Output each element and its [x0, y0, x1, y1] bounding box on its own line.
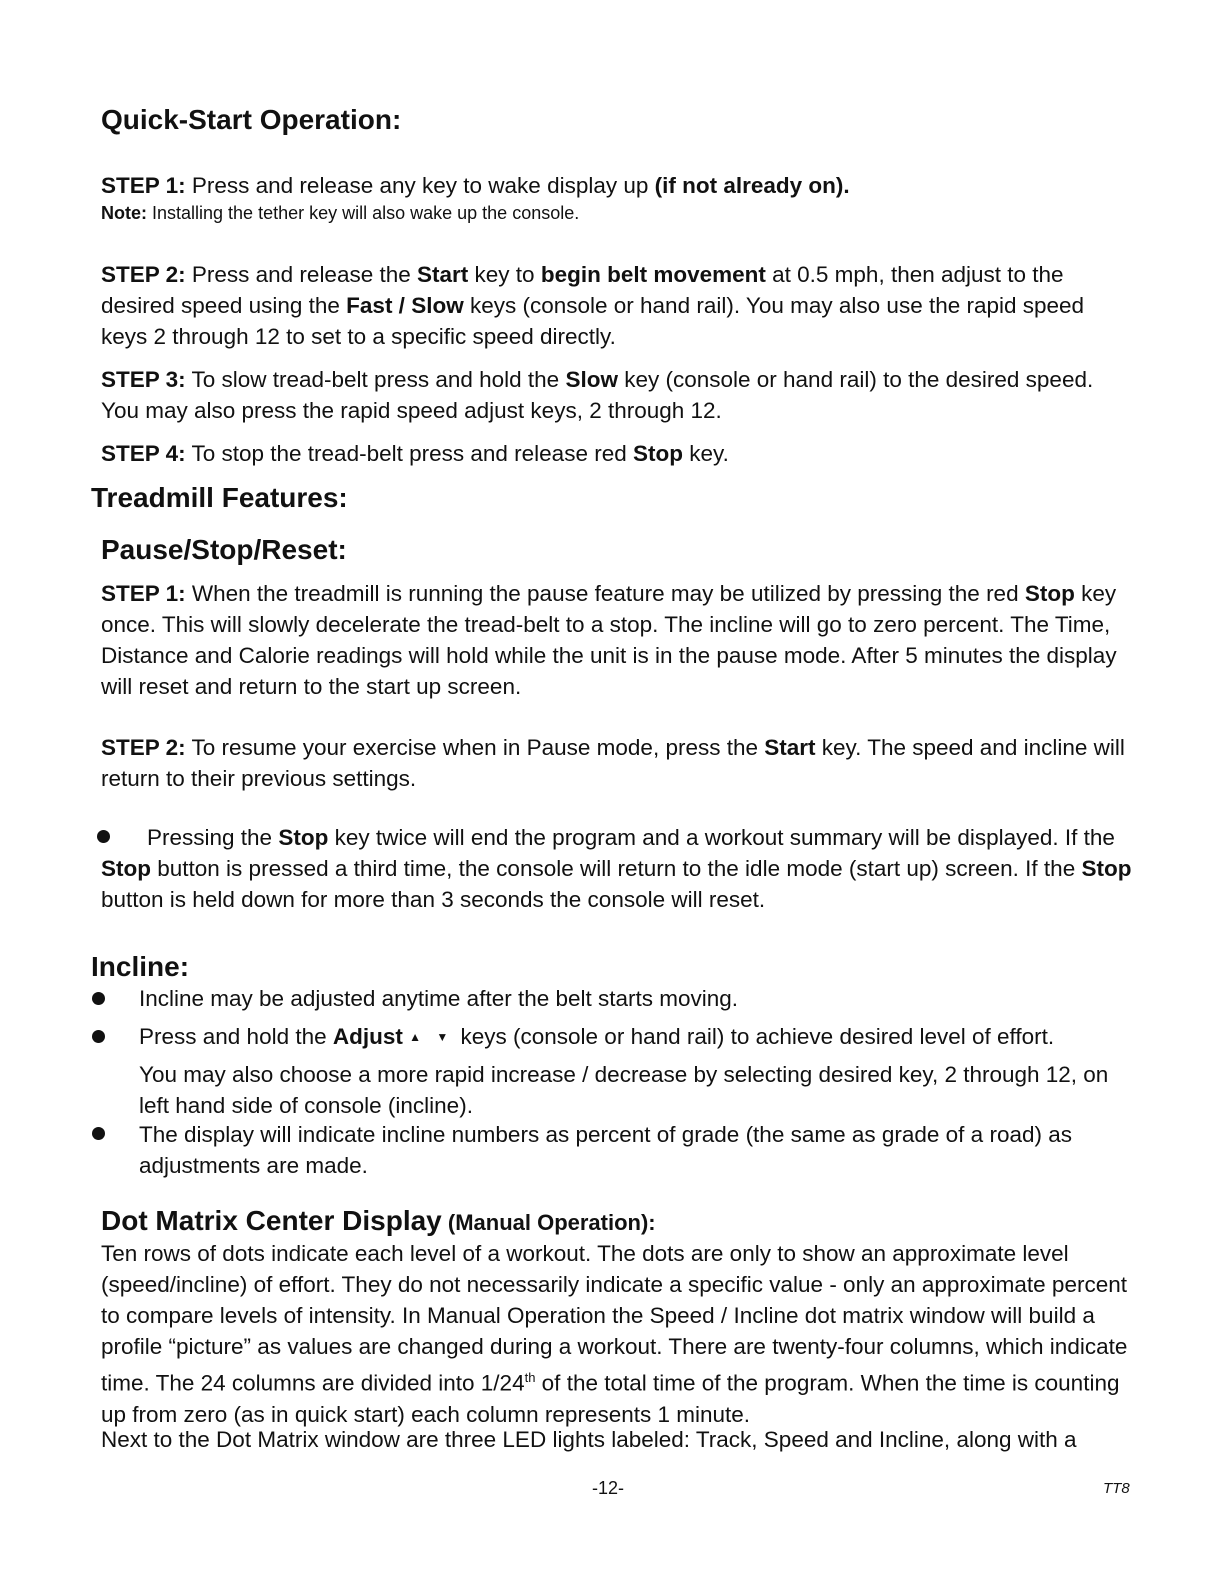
dot-matrix-paragraph-2: Next to the Dot Matrix window are three LED lights labeled: Track, Speed and Incline, along with a: [101, 1427, 1077, 1452]
subsection-title-pause-stop-reset: Pause/Stop/Reset:: [101, 534, 347, 565]
up-down-arrows-icon: ▲ ▼: [409, 1030, 455, 1044]
bullet-dot: [92, 1030, 105, 1043]
section-title-quick-start: Quick-Start Operation:: [101, 104, 402, 135]
quick-start-step-4: STEP 4: To stop the tread-belt press and release red Stop key.: [101, 441, 729, 466]
model-label: TT8: [1103, 1480, 1130, 1497]
dot-matrix-paragraph-1: Ten rows of dots indicate each level of a workout. The dots are only to show an approximate level (speed/incline) of effort. They do not necessarily indicate a specific value - only an approximate percent to compare levels of intensity. In Manual Operation the Speed / Incline dot matrix window will build a profile “picture” as values are changed during a workout. There are twenty-four columns, which indicate time. The 24 columns are divided into 1/24th of the total time of the program. When the time is counting up from zero (as in quick start) each column represents 1 minute.: [101, 1241, 1128, 1427]
pause-bullet-stop: Pressing the Stop key twice will end the program and a workout summary will be displayed. If the Stop button is pressed a third time, the console will return to the idle mode (start up) screen. If the Stop button is held down for more than 3 seconds the console will reset.: [101, 825, 1132, 912]
page-number: -12-: [592, 1478, 625, 1498]
quick-start-step-1: STEP 1: Press and release any key to wake display up (if not already on).: [101, 173, 850, 198]
section-title-incline: Incline:: [91, 951, 190, 982]
note-tether-key: Note: Installing the tether key will also wake up the console.: [101, 203, 580, 223]
section-title-treadmill-features: Treadmill Features:: [91, 482, 348, 513]
subsection-title-dot-matrix: Dot Matrix Center Display (Manual Operation):: [101, 1205, 656, 1236]
quick-start-step-3: STEP 3: To slow tread-belt press and hold the Slow key (console or hand rail) to the desired speed. You may also press the rapid speed adjust keys, 2 through 12.: [101, 367, 1094, 423]
bullet-dot: [92, 1127, 105, 1140]
pause-step-2: STEP 2: To resume your exercise when in Pause mode, press the Start key. The speed and incline will return to their previous settings.: [101, 735, 1125, 791]
pause-step-1: STEP 1: When the treadmill is running the pause feature may be utilized by pressing the red Stop key once. This will slowly decelerate the tread-belt to a stop. The incline will go to zero percent. The Time, Distance and Calorie readings will hold while the unit is in the pause mode. After 5 minutes the display will reset and return to the start up screen.: [101, 581, 1117, 699]
incline-bullet-2-continued: You may also choose a more rapid increase / decrease by selecting desired key, 2 through 12, on left hand side of console (incline).: [139, 1062, 1109, 1118]
incline-bullet-1: Incline may be adjusted anytime after the belt starts moving.: [139, 986, 739, 1011]
incline-bullet-2: Press and hold the Adjust ▲ ▼ keys (console or hand rail) to achieve desired level of effort.: [139, 1024, 1055, 1049]
quick-start-step-2: STEP 2: Press and release the Start key to begin belt movement at 0.5 mph, then adjust to the desired speed using the Fast / Slow keys (console or hand rail). You may also use the rapid speed keys 2 through 12 to set to a specific speed directly.: [101, 262, 1085, 349]
incline-bullet-3: The display will indicate incline numbers as percent of grade (the same as grade of a road) as adjustments are made.: [139, 1122, 1072, 1178]
bullet-dot: [92, 992, 105, 1005]
